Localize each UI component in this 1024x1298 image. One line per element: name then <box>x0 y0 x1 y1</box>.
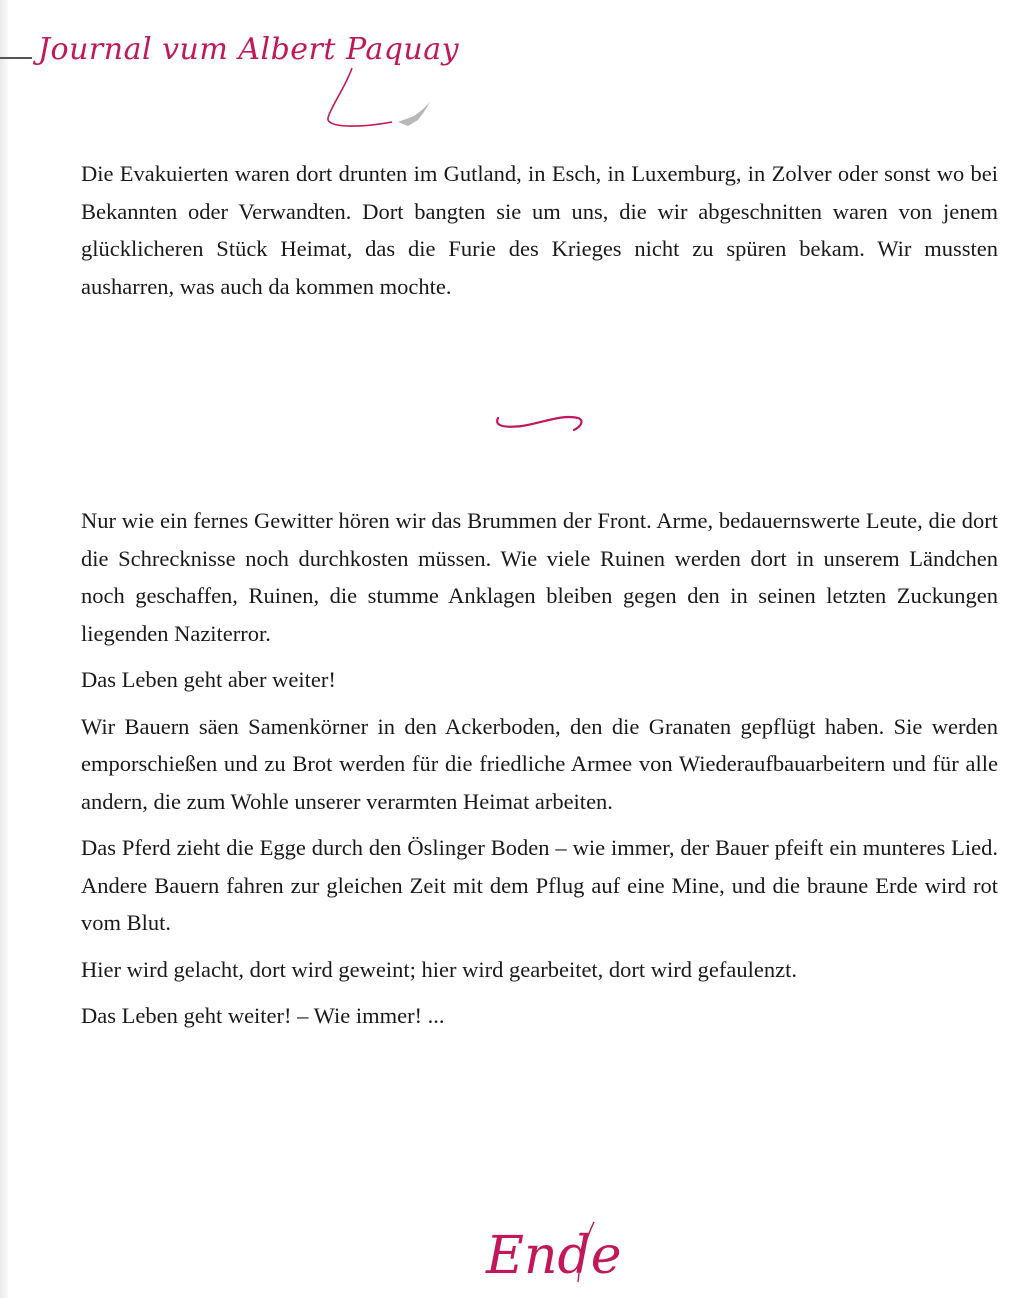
paragraph: Hier wird gelacht, dort wird geweint; hier wird gearbeitet, dort wird gefaulenzt. <box>81 956 797 982</box>
swash-divider-icon <box>490 408 590 438</box>
paragraph: Nur wie ein fernes Gewitter hören wir das Brummen der Front. Arme, bedauernswerte Leute, die dort die Schrecknisse noch durchkosten müssen. Wie viele Ruinen werden dort in unserem Ländchen noch geschaffen, Ruinen, die stumme Anklagen bleiben gegen den in seinen letzten Zuckungen liegenden Naziterror. <box>81 508 998 646</box>
paragraph: Das Leben geht aber weiter! <box>81 667 336 692</box>
paragraph: Die Evakuierten waren dort drunten im Gutland, in Esch, in Luxemburg, in Zolver oder sonst wo bei Bekannten oder Verwandten. Dort bangten sie um uns, die wir abgeschnitten waren von jenem glücklicheren Stück Heimat, das die Furie des Krieges nicht zu spüren bekam. Wir mussten ausharren, was auch da kommen mochte. <box>81 161 998 299</box>
paragraph: Das Leben geht weiter! – Wie immer! ... <box>81 1003 445 1028</box>
page-edge <box>0 0 10 1298</box>
page-header <box>0 30 460 130</box>
section-2 <box>81 502 998 1044</box>
paragraph: Wir Bauern säen Samenkörner in den Ackerboden, den die Granaten gepflügt haben. Sie werden emporschießen und zu Brot werden für die friedliche Armee von Wiederaufbauarbeitern und für alle andern, die zum Wohle unserer verarmten Heimat arbeiten. <box>81 713 998 814</box>
header-flourish-icon <box>0 30 460 130</box>
end-flourish-icon <box>482 1218 642 1298</box>
paragraph: Das Pferd zieht die Egge durch den Öslinger Boden – wie immer, der Bauer pfeift ein munteres Lied. Andere Bauern fahren zur gleichen Zeit mit dem Pflug auf eine Mine, und die braune Erde wird rot vom Blut. <box>81 835 998 935</box>
end-mark <box>482 1218 642 1298</box>
section-1 <box>81 155 998 305</box>
end-label: Ende <box>486 1226 622 1286</box>
journal-title: Journal vum Albert Paquay <box>38 32 460 67</box>
